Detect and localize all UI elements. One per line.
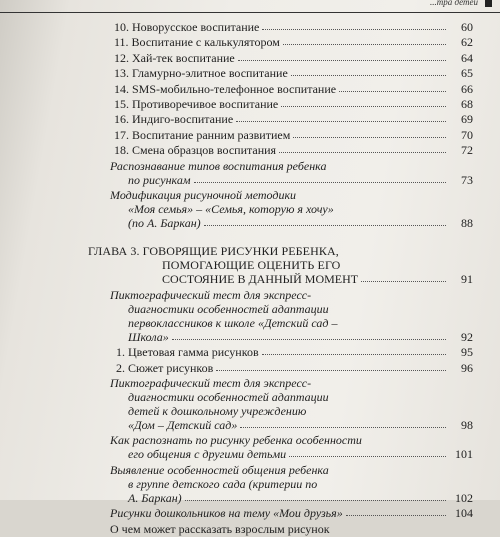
table-of-contents xyxy=(88,20,473,537)
toc-item-10: 10. Новорусское воспитание 60 xyxy=(114,20,473,34)
toc-item-test-kindergarten: Пиктографический тест для экспресс- диагностики особенностей адаптации детей к дошкольному учреждению «Дом – Детский сад» 98 xyxy=(110,376,473,433)
page-number: 91 xyxy=(461,271,473,286)
page-number: 68 xyxy=(461,96,473,111)
page-number: 101 xyxy=(455,447,473,462)
page-number: 65 xyxy=(461,66,473,81)
toc-item-test-school: Пиктографический тест для экспресс- диагностики особенностей адаптации первоклассников к школе «Детский сад – Школа» 92 xyxy=(110,287,473,344)
page-number: 70 xyxy=(461,127,473,142)
page-number: 98 xyxy=(461,418,473,433)
page-number: 66 xyxy=(461,81,473,96)
page-number: 95 xyxy=(461,345,473,360)
toc-item-recognition: Распознавание типов воспитания ребенка по рисункам 73 xyxy=(110,158,473,187)
page-number: 62 xyxy=(461,35,473,50)
toc-item-18: 18. Смена образцов воспитания 72 xyxy=(114,143,473,158)
running-header xyxy=(0,0,500,13)
toc-item-identify: Выявление особенностей общения ребенка в группе детского сада (критерии по А. Баркан) 102 xyxy=(110,462,473,505)
toc-item-12: 12. Хай-тек воспитание 64 xyxy=(114,50,473,65)
page-number: 104 xyxy=(455,506,473,521)
header-square-mark xyxy=(485,0,492,7)
toc-item-16: 16. Индиго-воспитание 69 xyxy=(114,112,473,127)
page-number: 69 xyxy=(461,112,473,127)
page-number: 64 xyxy=(461,50,473,65)
page-number: 73 xyxy=(461,172,473,187)
page-number: 96 xyxy=(461,360,473,375)
page-number: 88 xyxy=(461,215,473,230)
page-number: 102 xyxy=(455,490,473,505)
toc-item-plot: 2. Сюжет рисунков 96 xyxy=(116,360,473,375)
toc-item-how-recognize: Как распознать по рисунку ребенка особенности его общения с другими детьми 101 xyxy=(110,433,473,462)
running-title: ...тра детей xyxy=(429,0,478,7)
toc-item-friends: Рисунки дошкольников на тему «Мои друзья» 104 xyxy=(110,506,473,521)
page-number: 72 xyxy=(461,143,473,158)
toc-item-color-gamut: 1. Цветовая гамма рисунков 95 xyxy=(116,345,473,360)
toc-item-13: 13. Гламурно-элитное воспитание 65 xyxy=(114,66,473,81)
page-number: 92 xyxy=(461,329,473,344)
page-number: 60 xyxy=(461,20,473,34)
toc-item-15: 15. Противоречивое воспитание 68 xyxy=(114,96,473,111)
toc-item-adult-drawing: О чем может рассказать взрослым рисунок xyxy=(110,521,330,536)
toc-item-11: 11. Воспитание с калькулятором 62 xyxy=(114,35,473,50)
toc-item-17: 17. Воспитание ранним развитием 70 xyxy=(114,127,473,142)
chapter-3-heading: ГЛАВА 3. ГОВОРЯЩИЕ РИСУНКИ РЕБЕНКА, ПОМОГАЮЩИЕ ОЦЕНИТЬ ЕГО СОСТОЯНИЕ В ДАННЫЙ МОМЕНТ 91 xyxy=(88,243,473,286)
toc-item-14: 14. SMS-мобильно-телефонное воспитание 66 xyxy=(114,81,473,96)
toc-item-modification: Модификация рисуночной методики «Моя семья» – «Семья, которую я хочу» (по А. Баркан) 88 xyxy=(110,187,473,230)
